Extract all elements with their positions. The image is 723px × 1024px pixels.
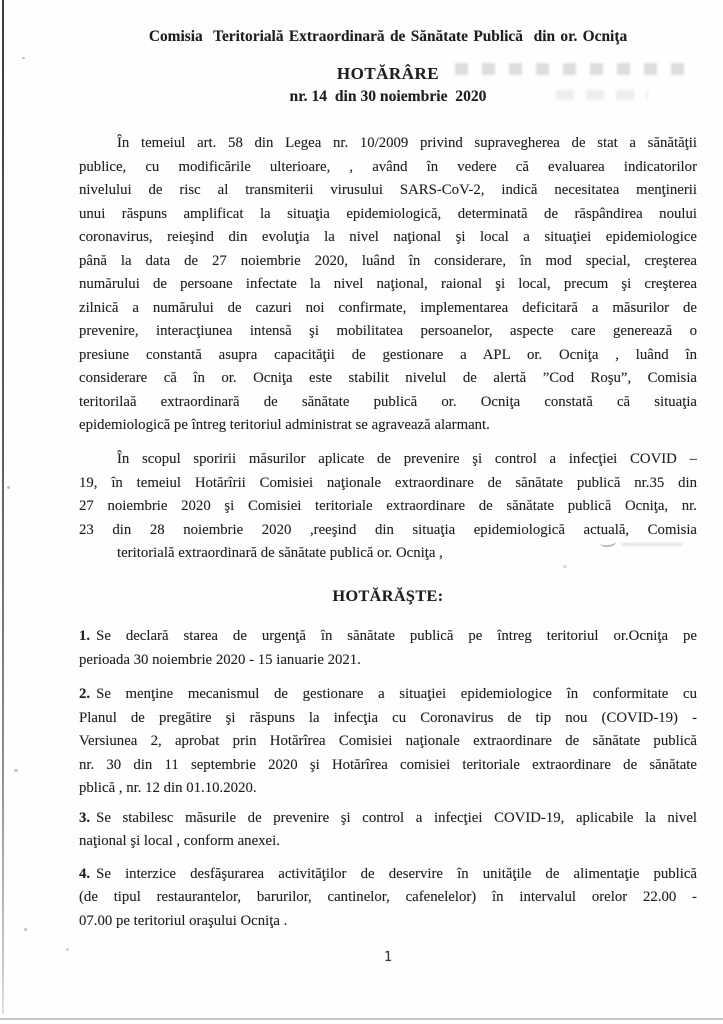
item-text: Se stabilesc măsurile de prevenire şi control a infecţiei COVID-19, aplicabile la nivel	[96, 809, 697, 826]
decision-item-1	[79, 625, 697, 672]
item-number: 2.	[79, 686, 91, 702]
item-line: (de tipul restaurantelor, barurilor, cantinelor, cafenelelor) în intervalul orelor 22.00 -	[79, 889, 697, 905]
decision-item-3	[79, 807, 697, 854]
scan-speck	[14, 769, 18, 772]
paragraph-line: coronavirus, reieşind din evoluţia la nivel naţional şi local a situaţiei epidemiologice	[79, 229, 697, 245]
item-line: nr. 30 din 11 septembrie 2020 şi Hotărîrea comisiei teritoriale extraordinare de sănătate	[79, 756, 697, 773]
paragraph-line: În scopul sporirii măsurilor aplicate de prevenire şi control a infecţiei COVID –	[117, 451, 697, 467]
item-first-line	[79, 683, 697, 707]
decision-item-4	[79, 863, 697, 934]
item-line: 07.00 pe teritoriul oraşului Ocniţa .	[79, 912, 288, 929]
paragraph-line: teritorilaă extraordinară de sănătate publică or. Ocniţa constată că situaţia	[79, 393, 697, 410]
preamble-paragraph-1	[79, 132, 697, 438]
paragraph-line: zilnică a numărului de cazuri noi confirmate, implementarea deficitară a măsurilor de	[79, 299, 697, 316]
page-number: 1	[383, 949, 393, 965]
scan-speck	[66, 948, 69, 951]
document-number: nr. 14 din 30 noiembrie 2020	[289, 88, 487, 105]
decision-item-2	[79, 683, 697, 801]
paragraph-line: prevenire, interacţiunea intensă şi mobilitatea persoanelor, aspecte care generează o	[79, 323, 697, 339]
decision-heading: HOTĂRĂŞTE:	[332, 586, 444, 605]
item-number: 3.	[79, 809, 91, 826]
paragraph-line: epidemiologică pe întreg teritoriul administrat se agravează alarmant.	[79, 417, 490, 433]
paragraph-line: teritorială extraordinară de sănătate publică or. Ocniţa ,	[117, 545, 443, 561]
committee-title: Comisia Teritorială Extraordinară de Sănătate Publică din or. Ocniţa	[148, 28, 628, 45]
item-text: Se interzice desfăşurarea activităţilor de deservire în unităţile de alimentaţie publică	[96, 865, 697, 882]
document-type-heading: HOTĂRÂRE	[336, 64, 440, 83]
paragraph-line: până la data de 27 noiembrie 2020, luând în considerare, în mod special, creşterea	[79, 252, 697, 269]
item-text: Se declară starea de urgenţă în sănătate publică pe întreg teritoriul or.Ocniţa pe	[96, 628, 697, 644]
scan-speck	[7, 486, 10, 489]
item-first-line	[79, 863, 697, 887]
scan-speck	[24, 928, 27, 931]
scan-edge-line-left	[2, 0, 4, 1014]
document-content	[79, 0, 697, 970]
paragraph-line: presiune constantă asupra capacităţii de gestionare a APL or. Ocniţa , luând în	[79, 346, 697, 363]
paragraph-line: unui răspuns amplificat la situaţia epidemiologică, determinată de răspândirea noului	[79, 205, 697, 222]
item-number: 1.	[79, 628, 91, 644]
paragraph-line: 19, în temeiul Hotărîrii Comisiei naţionale extraordinare de sănătate publică nr.35 din	[79, 474, 697, 491]
item-first-line	[79, 807, 697, 831]
paragraph-line: considerare că în or. Ocniţa este stabilit nivelul de alertă ”Cod Roşu”, Comisia	[79, 370, 697, 386]
item-first-line	[79, 625, 697, 649]
paragraph-line: numărului de persoane infectate la nivel naţional, raional şi local, precum şi creşterea	[79, 276, 697, 292]
preamble-paragraph-2	[79, 448, 697, 566]
scan-speck	[22, 57, 25, 59]
item-line: perioada 30 noiembrie 2020 - 15 ianuarie 2021.	[79, 651, 361, 668]
paragraph-line: 23 din 28 noiembrie 2020 ,reeşind din situaţia epidemiologică actuală, Comisia	[79, 521, 697, 538]
item-line: naţional şi local , conform anexei.	[79, 833, 280, 849]
item-text: Se menţine mecanismul de gestionare a situaţiei epidemiologice în conformitate cu	[96, 686, 697, 702]
paragraph-line: În temeiul art. 58 din Legea nr. 10/2009 privind supravegherea de stat a sănătăţii	[117, 135, 697, 151]
paragraph-line: 27 noiembrie 2020 şi Comisiei teritoriale extraordinare de sănătate publică Ocniţa, nr.	[79, 498, 697, 514]
paragraph-line: nivelului de risc al transmiterii virusului SARS-CoV-2, indică necesitatea menţinerii	[79, 182, 697, 198]
item-line: Versiunea 2, aprobat prin Hotărîrea Comisiei naţionale extraordinare de sănătate publică	[79, 733, 697, 749]
paragraph-line: publice, cu modificările ulterioare, , având în vedere că evaluarea indicatorilor	[79, 158, 697, 175]
item-number: 4.	[79, 865, 91, 882]
scan-edge-line-bottom	[0, 1018, 723, 1020]
item-line: pblică , nr. 12 din 01.10.2020.	[79, 780, 257, 796]
document-body	[79, 132, 697, 970]
item-line: Planul de pregătire şi răspuns la infecţia cu Coronavirus de tip nou (COVID-19) -	[79, 709, 697, 726]
